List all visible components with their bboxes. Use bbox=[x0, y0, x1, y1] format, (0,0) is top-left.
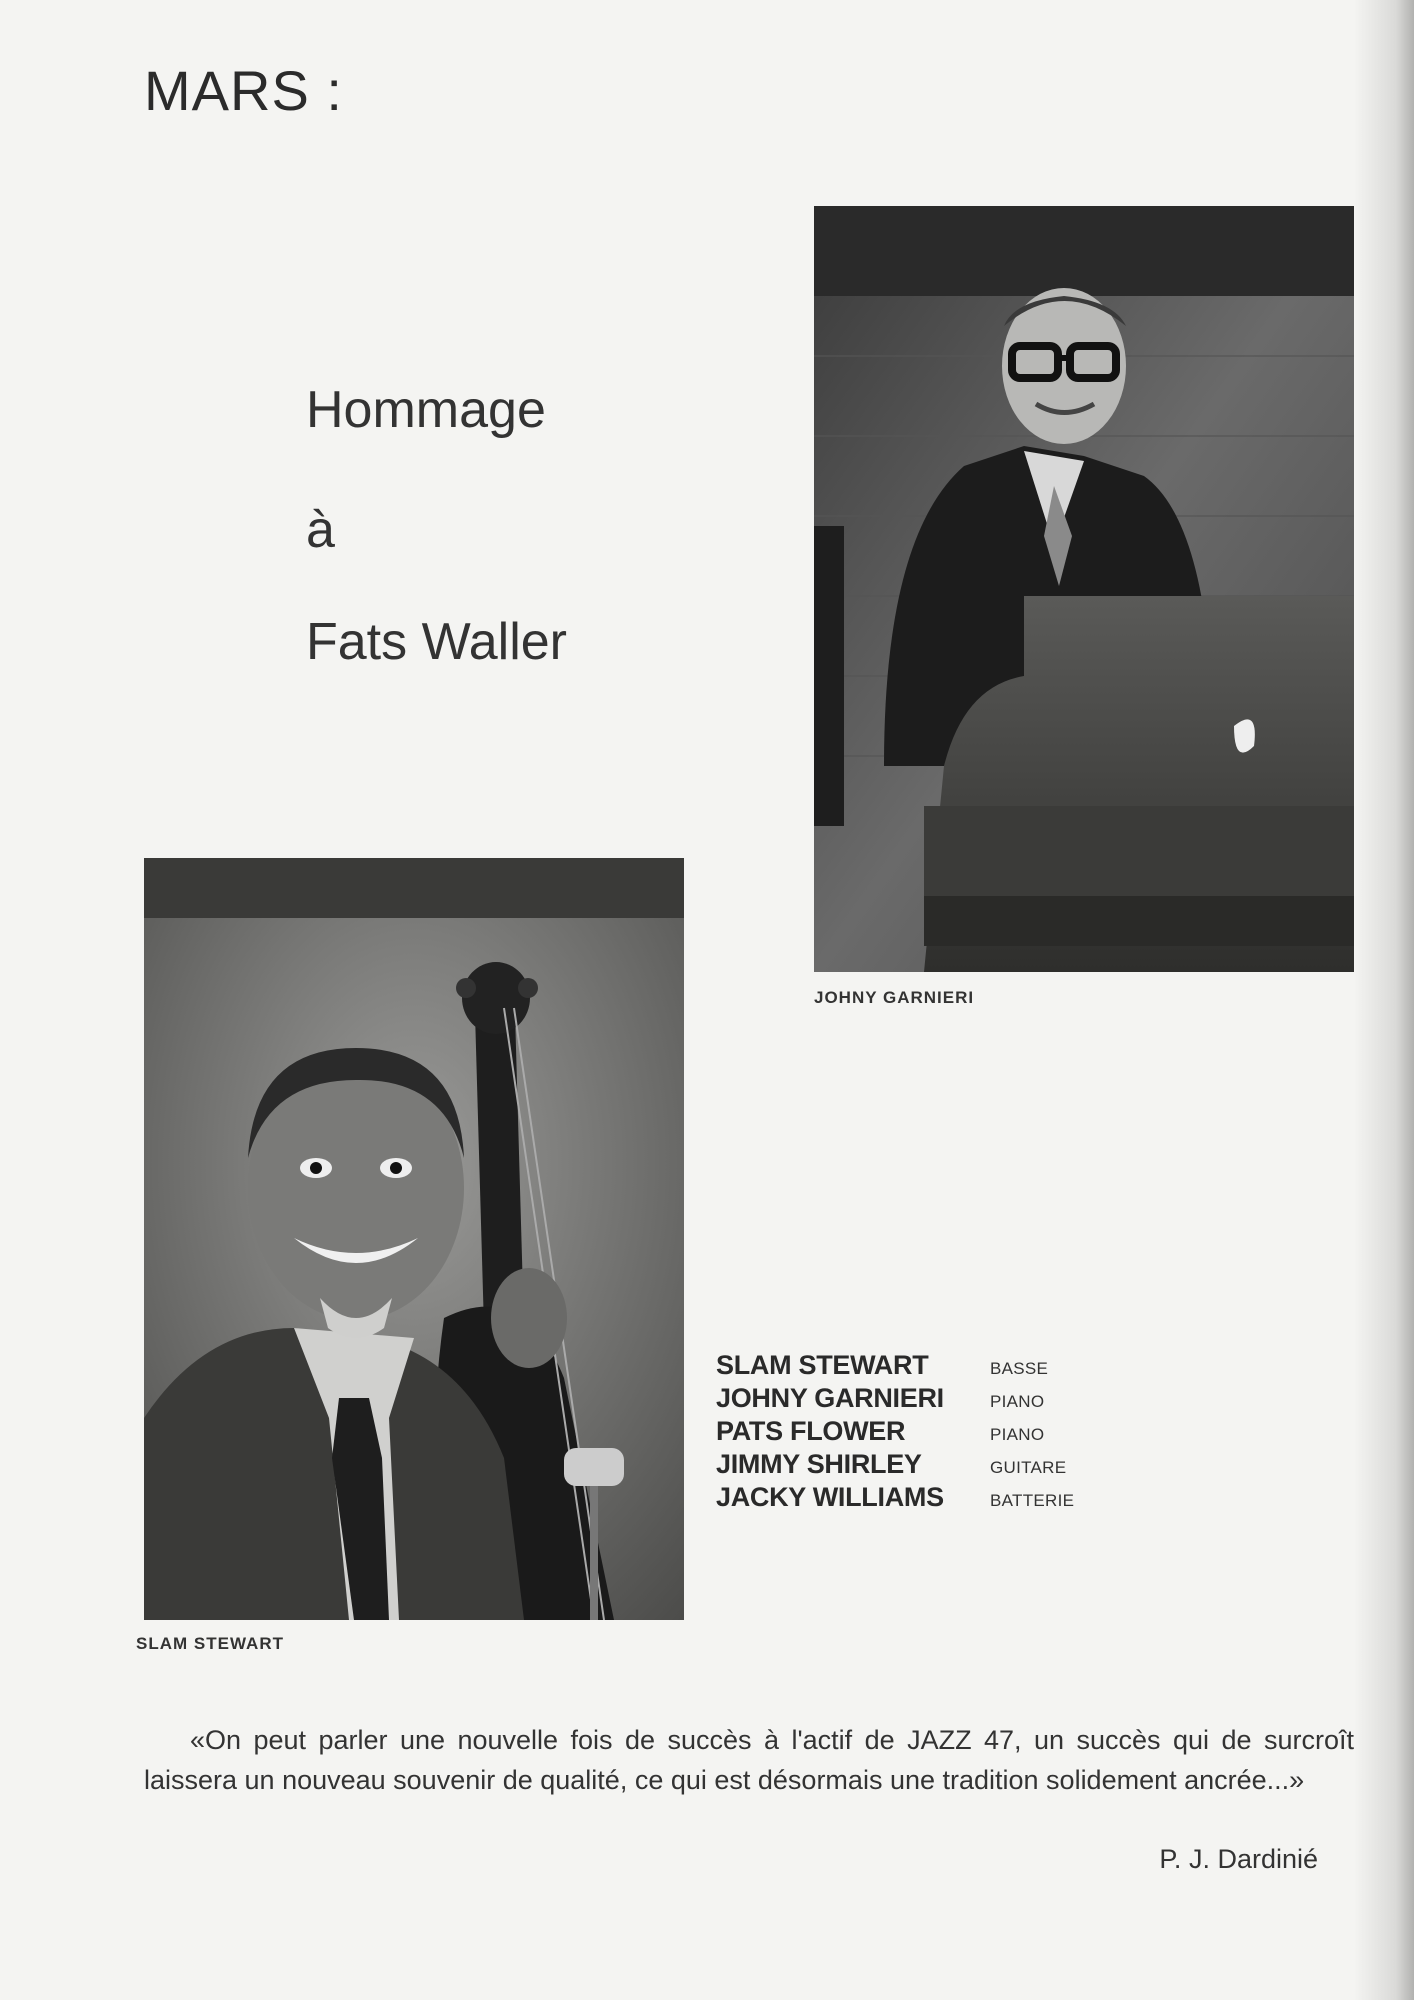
garnieri-photo-illustration bbox=[814, 206, 1354, 972]
title-line-hommage: Hommage bbox=[306, 381, 546, 439]
photo-johny-garnieri bbox=[814, 206, 1354, 972]
lineup-row bbox=[716, 1482, 1136, 1515]
stewart-photo-illustration bbox=[144, 858, 684, 1620]
caption-slam-stewart: SLAM STEWART bbox=[136, 1634, 284, 1653]
review-quote: «On peut parler une nouvelle fois de succès à l'actif de JAZZ 47, un succès qui de surcroît laissera un nouveau souvenir de qualité, ce qui est désormais une tradition solidement ancrée...» bbox=[144, 1725, 1354, 1795]
musician-name: JIMMY SHIRLEY bbox=[716, 1449, 922, 1479]
month-heading: MARS : bbox=[144, 59, 343, 122]
musician-instrument: GUITARE bbox=[990, 1458, 1067, 1477]
lineup-row bbox=[716, 1383, 1136, 1416]
musician-instrument: BATTERIE bbox=[990, 1491, 1075, 1510]
lineup-row bbox=[716, 1350, 1136, 1383]
title-line-fats-waller: Fats Waller bbox=[306, 613, 567, 671]
title-line-a: à bbox=[306, 501, 335, 559]
lineup-list bbox=[716, 1350, 1136, 1515]
musician-name: PATS FLOWER bbox=[716, 1416, 906, 1446]
lineup-row bbox=[716, 1416, 1136, 1449]
musician-name: JACKY WILLIAMS bbox=[716, 1482, 944, 1512]
musician-instrument: PIANO bbox=[990, 1425, 1045, 1444]
caption-johny-garnieri: JOHNY GARNIERI bbox=[814, 988, 975, 1007]
photo-slam-stewart bbox=[144, 858, 684, 1620]
musician-instrument: BASSE bbox=[990, 1359, 1049, 1378]
page-edge-shadow bbox=[1354, 0, 1414, 2000]
musician-name: JOHNY GARNIERI bbox=[716, 1383, 944, 1413]
lineup-row bbox=[716, 1449, 1136, 1482]
quote-author: P. J. Dardinié bbox=[1159, 1844, 1318, 1874]
musician-name: SLAM STEWART bbox=[716, 1350, 929, 1380]
musician-instrument: PIANO bbox=[990, 1392, 1045, 1411]
